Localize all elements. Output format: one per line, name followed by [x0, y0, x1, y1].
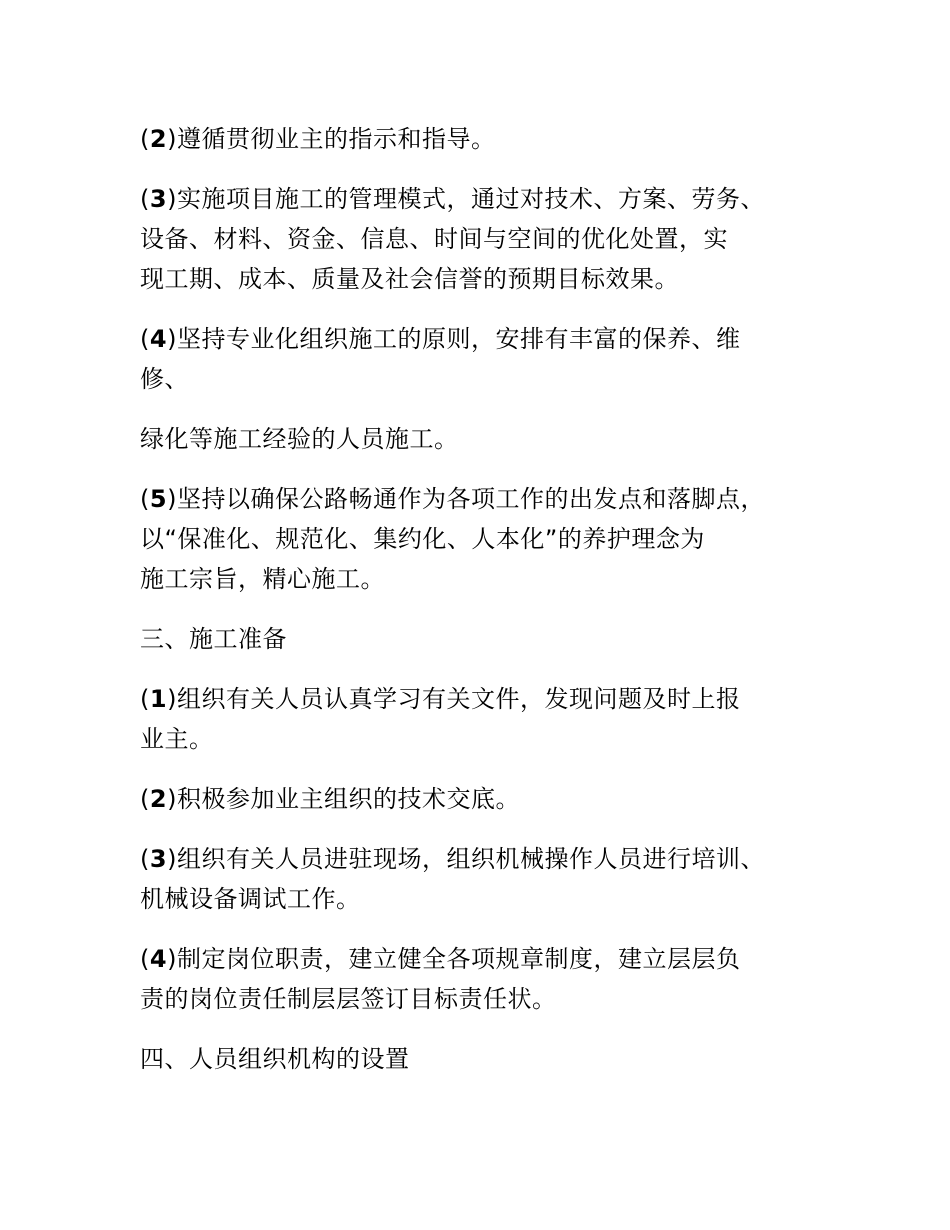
item-number: 4 — [149, 325, 168, 353]
paragraph-line: 施工宗旨，精心施工。 — [140, 565, 385, 593]
section-heading-text: 三、施工准备 — [140, 625, 287, 653]
paragraph-text: 积极参加业主组织的技术交底。 — [176, 785, 520, 813]
paragraph-line: 修、 — [140, 365, 189, 393]
paragraph-line: 绿化等施工经验的人员施工。 — [140, 425, 459, 453]
paragraph-line: (2)遵循贯彻业主的指示和指导。 — [140, 125, 496, 153]
paragraph-item-4 — [140, 939, 840, 1019]
paragraph-continuation — [140, 419, 840, 459]
paragraph-line: (4)制定岗位职责，建立健全各项规章制度，建立层层负 — [140, 945, 741, 973]
item-number: 1 — [149, 685, 168, 713]
paragraph-line: (4)坚持专业化组织施工的原则，安排有丰富的保养、维 — [140, 325, 741, 353]
item-number: 3 — [149, 185, 168, 213]
paragraph-line: 设备、材料、资金、信息、时间与空间的优化处置，实 — [140, 225, 728, 253]
paragraph-text: 坚持以确保公路畅通作为各项工作的出发点和落脚点， — [176, 485, 765, 513]
item-number: 2 — [149, 125, 168, 153]
paragraph-line: 机械设备调试工作。 — [140, 885, 361, 913]
paragraph-line: (1)组织有关人员认真学习有关文件，发现问题及时上报 — [140, 685, 741, 713]
item-number: 2 — [149, 785, 168, 813]
paragraph-item-5 — [140, 479, 840, 599]
section-heading — [140, 1039, 840, 1079]
item-number: 4 — [149, 945, 168, 973]
paragraph-text: 组织有关人员进驻现场，组织机械操作人员进行培训、 — [176, 845, 765, 873]
paragraph-text: 制定岗位职责，建立健全各项规章制度，建立层层负 — [176, 945, 741, 973]
paragraph-line: 业主。 — [140, 725, 214, 753]
paragraph-item-2 — [140, 779, 840, 819]
paragraph-text: 遵循贯彻业主的指示和指导。 — [176, 125, 496, 153]
paragraph-line: (3)组织有关人员进驻现场，组织机械操作人员进行培训、 — [140, 845, 765, 873]
paragraph-line: (5)坚持以确保公路畅通作为各项工作的出发点和落脚点， — [140, 485, 765, 513]
paragraph-item-2 — [140, 119, 840, 159]
paragraph-item-4 — [140, 319, 840, 399]
paragraph-line: (2)积极参加业主组织的技术交底。 — [140, 785, 520, 813]
paragraph-line: 责的岗位责任制层层签订目标责任状。 — [140, 985, 557, 1013]
section-heading — [140, 619, 840, 659]
paragraph-item-3 — [140, 839, 840, 919]
paragraph-line: 现工期、成本、质量及社会信誉的预期目标效果。 — [140, 265, 679, 293]
paragraph-text: 实施项目施工的管理模式，通过对技术、方案、劳务、 — [176, 185, 765, 213]
paragraph-line: 以“保准化、规范化、集约化、人本化”的养护理念为 — [140, 525, 705, 553]
paragraph-text: 组织有关人员认真学习有关文件，发现问题及时上报 — [176, 685, 741, 713]
item-number: 5 — [149, 485, 168, 513]
paragraph-line: (3)实施项目施工的管理模式，通过对技术、方案、劳务、 — [140, 185, 765, 213]
paragraph-text: 坚持专业化组织施工的原则，安排有丰富的保养、维 — [176, 325, 741, 353]
paragraph-item-1 — [140, 679, 840, 759]
item-number: 3 — [149, 845, 168, 873]
section-heading-text: 四、人员组织机构的设置 — [140, 1045, 410, 1073]
paragraph-item-3 — [140, 179, 840, 299]
